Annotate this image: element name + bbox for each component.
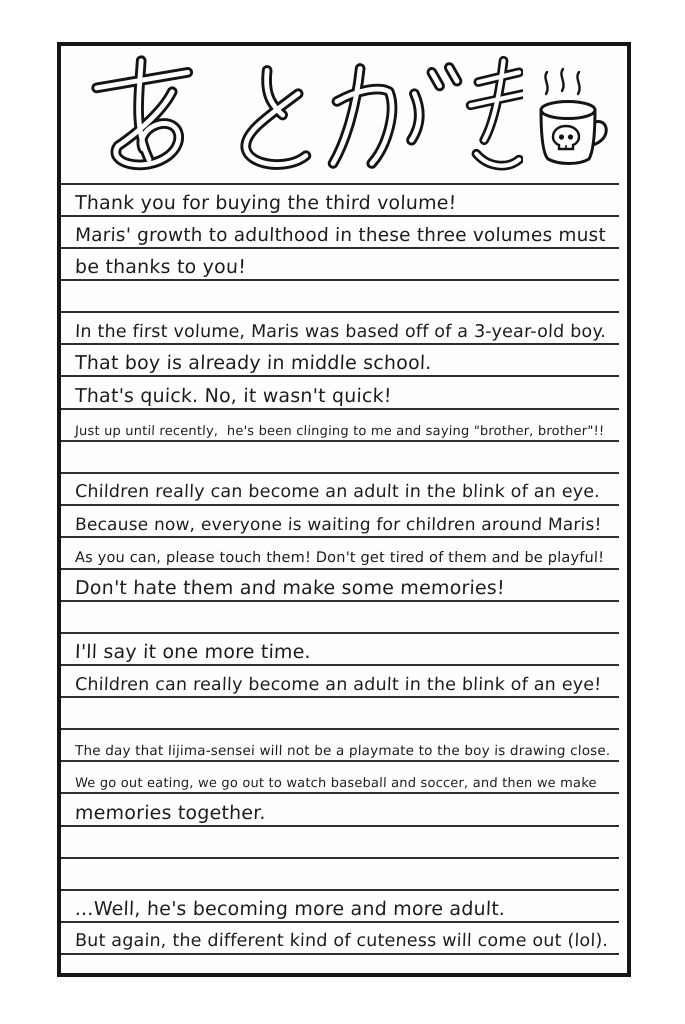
line-text: Just up until recently, he's been clinging to me and saying "brother, brother"!! bbox=[74, 423, 605, 439]
line-text: ...Well, he's becoming more and more adult. bbox=[74, 897, 506, 920]
line-text: Thank you for buying the third volume! bbox=[74, 192, 457, 215]
notebook-line-empty bbox=[61, 442, 619, 474]
notebook-line bbox=[61, 249, 619, 281]
notebook-line bbox=[61, 923, 619, 955]
title-area bbox=[61, 46, 627, 183]
line-text: Children really can become an adult in the blink of an eye. bbox=[74, 482, 601, 503]
line-text: Because now, everyone is waiting for children around Maris! bbox=[74, 514, 602, 535]
notebook-line bbox=[61, 891, 619, 923]
line-text: We go out eating, we go out to watch baseball and soccer, and then we make bbox=[74, 776, 597, 792]
line-text: That boy is already in middle school. bbox=[74, 352, 432, 375]
notebook-line bbox=[61, 217, 619, 249]
line-text: Children can really become an adult in the blink of an eye! bbox=[74, 674, 602, 695]
line-text: That's quick. No, it wasn't quick! bbox=[74, 384, 392, 407]
afterword-panel bbox=[57, 42, 631, 977]
kana-a bbox=[97, 60, 188, 164]
notebook-line bbox=[61, 762, 619, 794]
notebook-line bbox=[61, 794, 619, 826]
line-text: As you can, please touch them! Don't get tired of them and be playful! bbox=[74, 550, 605, 567]
kana-ga bbox=[333, 67, 457, 163]
line-text: But again, the different kind of cuteness will come out (lol). bbox=[74, 931, 609, 952]
notebook-line-empty bbox=[61, 602, 619, 634]
notebook-line bbox=[61, 506, 619, 538]
notebook-line-empty bbox=[61, 698, 619, 730]
notebook-line bbox=[61, 570, 619, 602]
steaming-mug-with-skull-icon bbox=[529, 64, 613, 172]
line-text: Don't hate them and make some memories! bbox=[74, 577, 506, 600]
line-text: In the first volume, Maris was based off of a 3-year-old boy. bbox=[74, 321, 607, 342]
notebook-line bbox=[61, 185, 619, 217]
line-text: memories together. bbox=[74, 801, 267, 824]
line-text: be thanks to you! bbox=[74, 256, 247, 279]
notebook-line-empty bbox=[61, 281, 619, 313]
afterword-kana-art bbox=[83, 53, 523, 177]
kana-ki bbox=[471, 60, 523, 165]
notebook-line bbox=[61, 666, 619, 698]
notebook-line bbox=[61, 313, 619, 345]
line-text: I'll say it one more time. bbox=[74, 641, 312, 664]
notebook-line bbox=[61, 730, 619, 762]
line-text: The day that Iijima-sensei will not be a playmate to the boy is drawing close. bbox=[74, 742, 611, 759]
notebook-line bbox=[61, 634, 619, 666]
notebook-line-empty bbox=[61, 859, 619, 891]
notebook-line bbox=[61, 410, 619, 442]
notebook-line bbox=[61, 377, 619, 409]
kana-to bbox=[246, 70, 306, 164]
notebook-line bbox=[61, 538, 619, 570]
notebook-line bbox=[61, 474, 619, 506]
notebook-line bbox=[61, 345, 619, 377]
notebook-line-empty bbox=[61, 827, 619, 859]
notebook-lines bbox=[61, 183, 619, 955]
steam-lines bbox=[545, 69, 579, 94]
line-text: Maris' growth to adulthood in these three volumes must bbox=[74, 224, 607, 246]
